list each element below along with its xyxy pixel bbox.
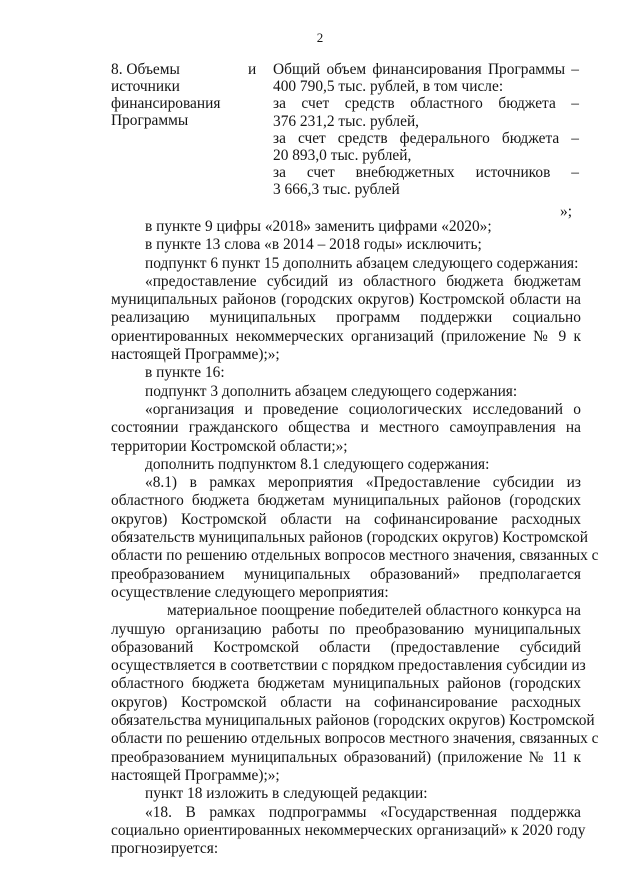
body-line: «предоставление субсидий из областного бюджета бюджетам (145, 272, 581, 290)
financing-line: 400 790,5 тыс. рублей, в том числе: (273, 78, 504, 96)
body-line: прогнозируется: (111, 840, 219, 858)
page-number: 2 (316, 30, 324, 45)
financing-line: Общий объем финансирования Программы – (273, 61, 579, 78)
heading-line (111, 61, 261, 78)
body-line: настоящей Программе);»; (111, 346, 280, 364)
body-line: области по решению отдельных вопросов местного значения, связанных с (111, 547, 599, 565)
body-line: ориентированных некоммерческих организаций (приложение № 9 к (111, 327, 581, 345)
body-line: пункт 18 изложить в следующей редакции: (145, 785, 428, 803)
heading-line: источники (111, 78, 180, 95)
body-line: обязательства муниципальных районов (городских округов) Костромской (111, 712, 595, 730)
body-line: обязательств муниципальных районов (городских округов) Костромской (111, 529, 589, 547)
body-line: материальное поощрение победителей областного конкурса на (167, 602, 581, 620)
body-line: настоящей Программе);»; (111, 766, 280, 784)
body-line: социально ориентированных некоммерческих организаций» к 2020 году (111, 821, 586, 839)
body-line: реализацию муниципальных программ поддержки социально (111, 309, 581, 327)
closing-quote: »; (560, 203, 572, 220)
table-row-heading (111, 61, 261, 129)
body-line: в пункте 9 цифры «2018» заменить цифрами «2020»; (145, 218, 492, 235)
body-line: муниципальных районов (городских округов) Костромской области на (111, 291, 581, 309)
financing-line: за счет средств федерального бюджета – (273, 129, 579, 147)
body-line: преобразованием муниципальных образований» предполагается (111, 565, 581, 583)
body-line: дополнить подпунктом 8.1 следующего содержания: (145, 455, 490, 473)
body-line: области по решению отдельных вопросов местного значения, связанных с (111, 730, 599, 748)
body-line: «18. В рамках подпрограммы «Государственная поддержка (145, 803, 581, 821)
financing-line: 376 231,2 тыс. рублей, (273, 112, 420, 130)
body-line: осуществление следующего мероприятия: (111, 583, 389, 601)
document-body (111, 218, 599, 858)
body-line: осуществляется в соответствии с порядком предоставления субсидии из (111, 657, 586, 675)
body-line: в пункте 16: (145, 364, 225, 382)
financing-line: 20 893,0 тыс. рублей, (273, 147, 412, 165)
heading-conjunction: и (248, 61, 257, 78)
heading-line: финансирования (111, 95, 221, 112)
body-line: преобразованием муниципальных образований) (приложение № 11 к (111, 748, 581, 766)
financing-line: за счет внебюджетных источников – (273, 164, 579, 182)
body-line: в пункте 13 слова «в 2014 – 2018 годы» исключить; (145, 236, 482, 254)
heading-line: Программы (111, 112, 189, 129)
body-line: территории Костромской области;»; (111, 437, 348, 455)
financing-line: за счет средств областного бюджета – (273, 95, 579, 113)
table-row-content (273, 61, 579, 199)
body-line: округов) Костромской области на софинансирование расходных (111, 510, 581, 528)
heading-line-text: 8. Объемы (111, 61, 180, 78)
financing-line: 3 666,3 тыс. рублей (273, 181, 400, 199)
body-line: областного бюджета бюджетам муниципальных районов (городских (111, 675, 581, 693)
body-line: областного бюджета бюджетам муниципальных районов (городских (111, 492, 581, 510)
body-line: подпункт 6 пункт 15 дополнить абзацем следующего содержания: (145, 254, 579, 272)
body-line: образований Костромской области (предоставление субсидий (111, 638, 581, 656)
body-line: округов) Костромской области на софинансирование расходных (111, 693, 581, 711)
body-line: состоянии гражданского общества и местного самоуправления на (111, 419, 581, 437)
body-line: лучшую организацию работы по преобразованию муниципальных (111, 620, 581, 638)
body-line: подпункт 3 дополнить абзацем следующего содержания: (145, 382, 518, 400)
body-line: «организация и проведение социологических исследований о (145, 400, 581, 418)
body-line: «8.1) в рамках мероприятия «Предоставление субсидии из (145, 474, 581, 492)
